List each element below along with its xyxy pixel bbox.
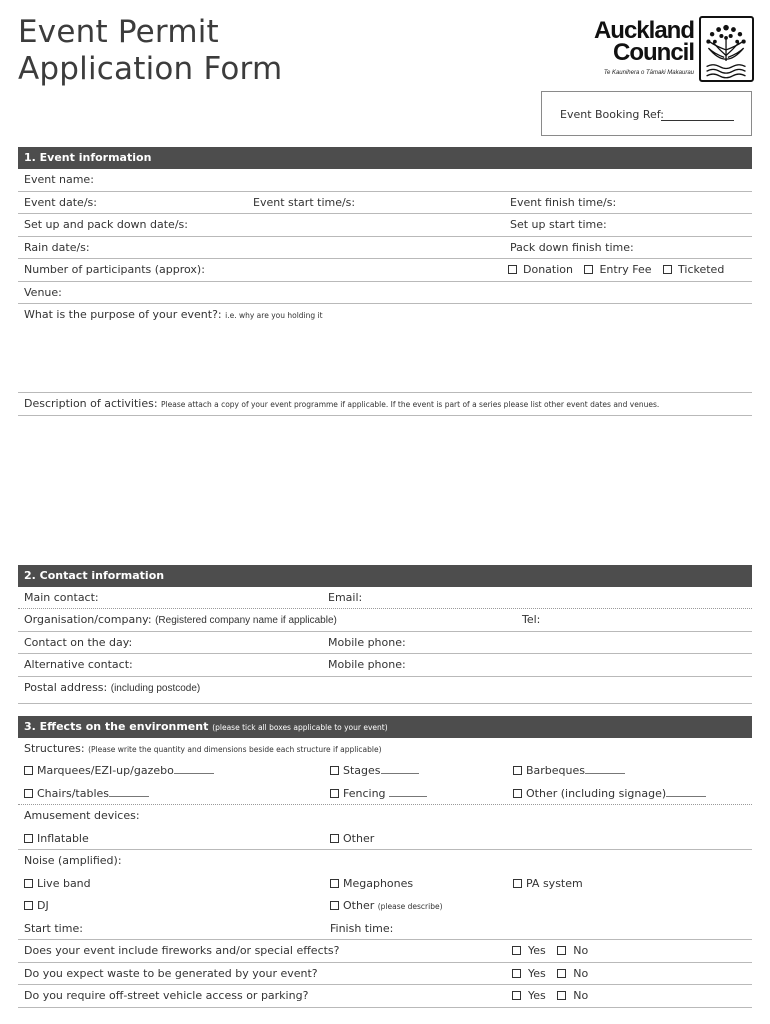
organisation-row[interactable] [18,609,752,632]
fireworks-yes-no [512,940,588,962]
noise-other-label: Other [343,899,375,912]
live-band-label: Live band [37,877,91,890]
fireworks-no-checkbox[interactable] [557,946,566,955]
parking-yes-label: Yes [528,989,546,1002]
description-row[interactable] [18,393,752,416]
amusement-options-row [18,828,752,850]
structures-options-row-1 [18,760,752,783]
postal-address-label [24,677,200,700]
venue-row[interactable] [18,282,752,304]
participants-row[interactable] [18,259,752,282]
live-band-option[interactable] [24,873,91,895]
postal-address-row[interactable] [18,677,752,704]
section-effects-environment [18,716,752,738]
section-title: 1. Event information [24,151,152,164]
amusement-other-checkbox[interactable] [330,834,339,843]
section-event-information [18,147,752,169]
stages-label: Stages [343,764,381,777]
inflatable-label: Inflatable [37,832,89,845]
finish-time-label: Finish time: [330,922,394,935]
barbeques-option[interactable] [513,760,625,782]
pa-system-label: PA system [526,877,583,890]
logo-line-1: Auckland [593,17,694,44]
booking-ref-box [541,91,752,136]
chairs-tables-option[interactable] [24,783,149,805]
section-note: (please tick all boxes applicable to your event) [212,723,388,732]
parking-no-label: No [573,989,589,1002]
form-title [18,14,282,88]
other-signage-label: Other (including signage) [526,787,667,800]
structures-row [18,738,752,760]
marquees-checkbox[interactable] [24,766,33,775]
booking-ref-field[interactable] [661,120,734,121]
donation-checkbox[interactable] [508,265,517,274]
organisation-hint: (Registered company name if applicable) [155,615,337,626]
description-answer-area[interactable] [18,416,752,564]
mobile-phone-label: Mobile phone: [328,636,406,649]
amusement-other-option[interactable] [330,828,374,850]
booking-ref-label: Event Booking Ref: [560,108,664,121]
main-contact-label: Main contact: [24,591,99,604]
logo-wordmark [593,17,694,66]
entry-type-options [508,259,724,281]
description-label [24,393,659,416]
purpose-hint: i.e. why are you holding it [225,311,323,320]
waste-question: Do you expect waste to be generated by your event? [24,967,318,980]
venue-label: Venue: [24,286,62,299]
alternative-contact-label: Alternative contact: [24,658,133,671]
rain-dates-label: Rain date/s: [24,241,90,254]
megaphones-label: Megaphones [343,877,414,890]
noise-options-row-1 [18,873,752,895]
parking-row [18,985,752,1008]
structures-question: Structures: [24,742,85,755]
megaphones-option[interactable] [330,873,413,895]
pa-system-option[interactable] [513,873,583,895]
event-dates-row[interactable] [18,192,752,214]
chairs-tables-quantity-field[interactable] [109,789,149,797]
organisation-question: Organisation/company: [24,613,152,626]
fireworks-no-label: No [573,944,589,957]
parking-yes-checkbox[interactable] [512,991,521,1000]
live-band-checkbox[interactable] [24,879,33,888]
purpose-label [24,304,323,327]
other-signage-quantity-field[interactable] [666,789,706,797]
chairs-tables-checkbox[interactable] [24,789,33,798]
waste-row [18,963,752,985]
setup-dates-row[interactable] [18,214,752,237]
dj-checkbox[interactable] [24,901,33,910]
dj-option[interactable] [24,895,49,917]
pack-down-finish-label: Pack down finish time: [510,241,634,254]
stages-option[interactable] [330,760,419,782]
event-name-label: Event name: [24,173,94,186]
other-signage-option[interactable] [513,783,706,805]
parking-yes-no [512,985,588,1007]
entry-fee-label: Entry Fee [599,263,652,276]
title-line-1: Event Permit [18,14,219,50]
auckland-council-logo [576,16,754,82]
alt-mobile-phone-label: Mobile phone: [328,658,406,671]
amusement-other-label: Other [343,832,375,845]
noise-label: Noise (amplified): [24,854,122,867]
waste-no-checkbox[interactable] [557,969,566,978]
barbeques-quantity-field[interactable] [585,766,625,774]
event-start-times-label: Event start time/s: [253,196,356,209]
postal-hint: (including postcode) [110,683,201,694]
stages-quantity-field[interactable] [381,766,419,774]
parking-question: Do you require off-street vehicle access or parking? [24,989,309,1002]
noise-row [18,850,752,873]
logo-line-2: Council [613,39,694,66]
other-signage-checkbox[interactable] [513,789,522,798]
noise-other-hint: (please describe) [377,902,443,911]
description-hint: Please attach a copy of your event programme if applicable. If the event is part of a series please list other event dates and venues. [161,400,660,409]
fencing-label: Fencing [343,787,386,800]
alternative-contact-row[interactable] [18,654,752,677]
pa-system-checkbox[interactable] [513,879,522,888]
marquees-option[interactable] [24,760,214,782]
fireworks-yes-checkbox[interactable] [512,946,521,955]
structures-label [24,738,382,761]
parking-no-checkbox[interactable] [557,991,566,1000]
barbeques-label: Barbeques [526,764,586,777]
inflatable-checkbox[interactable] [24,834,33,843]
title-line-2: Application Form [18,51,283,87]
section-title: 3. Effects on the environment [24,720,209,733]
organisation-label [24,609,337,632]
contact-on-day-row[interactable] [18,632,752,654]
section-title: 2. Contact information [24,569,165,582]
setup-dates-label: Set up and pack down date/s: [24,218,188,231]
fireworks-question: Does your event include fireworks and/or special effects? [24,944,340,957]
donation-label: Donation [523,263,573,276]
inflatable-option[interactable] [24,828,89,850]
noise-other-checkbox[interactable] [330,901,339,910]
start-time-label: Start time: [24,922,83,935]
contact-on-day-label: Contact on the day: [24,636,133,649]
ticketed-label: Ticketed [678,263,725,276]
structures-options-row-2 [18,783,752,805]
email-label: Email: [328,591,363,604]
rain-dates-row[interactable] [18,237,752,259]
event-name-row[interactable] [18,169,752,192]
event-finish-times-label: Event finish time/s: [510,196,617,209]
barbeques-checkbox[interactable] [513,766,522,775]
marquees-label: Marquees/EZI-up/gazebo [37,764,174,777]
pohutukawa-icon [699,16,754,82]
section-contact-information [18,565,752,587]
noise-options-row-2 [18,895,752,918]
fireworks-yes-label: Yes [528,944,546,957]
entry-fee-checkbox[interactable] [584,265,593,274]
dj-label: DJ [37,899,49,912]
stages-checkbox[interactable] [330,766,339,775]
description-question: Description of activities: [24,397,158,410]
participants-label: Number of participants (approx): [24,263,205,276]
tel-label: Tel: [522,613,541,626]
fencing-quantity-field[interactable] [389,789,427,797]
noise-other-option[interactable] [330,895,443,918]
fencing-option[interactable] [330,783,427,805]
waste-yes-label: Yes [528,967,546,980]
postal-address-question: Postal address: [24,681,108,694]
logo-tagline: Te Kaunihera o Tāmaki Makaurau [603,70,694,76]
setup-start-label: Set up start time: [510,218,607,231]
fencing-checkbox[interactable] [330,789,339,798]
waste-no-label: No [573,967,589,980]
fireworks-row [18,940,752,963]
main-contact-row[interactable] [18,587,752,609]
purpose-question: What is the purpose of your event?: [24,308,222,321]
structures-hint: (Please write the quantity and dimensions beside each structure if applicable) [88,745,382,754]
waste-yes-no [512,963,588,985]
megaphones-checkbox[interactable] [330,879,339,888]
purpose-row[interactable] [18,304,752,393]
chairs-tables-label: Chairs/tables [37,787,109,800]
event-dates-label: Event date/s: [24,196,97,209]
waste-yes-checkbox[interactable] [512,969,521,978]
noise-times-row[interactable] [18,918,752,940]
amusement-row [18,805,752,828]
amusement-label: Amusement devices: [24,809,140,822]
marquees-quantity-field[interactable] [174,766,214,774]
ticketed-checkbox[interactable] [663,265,672,274]
